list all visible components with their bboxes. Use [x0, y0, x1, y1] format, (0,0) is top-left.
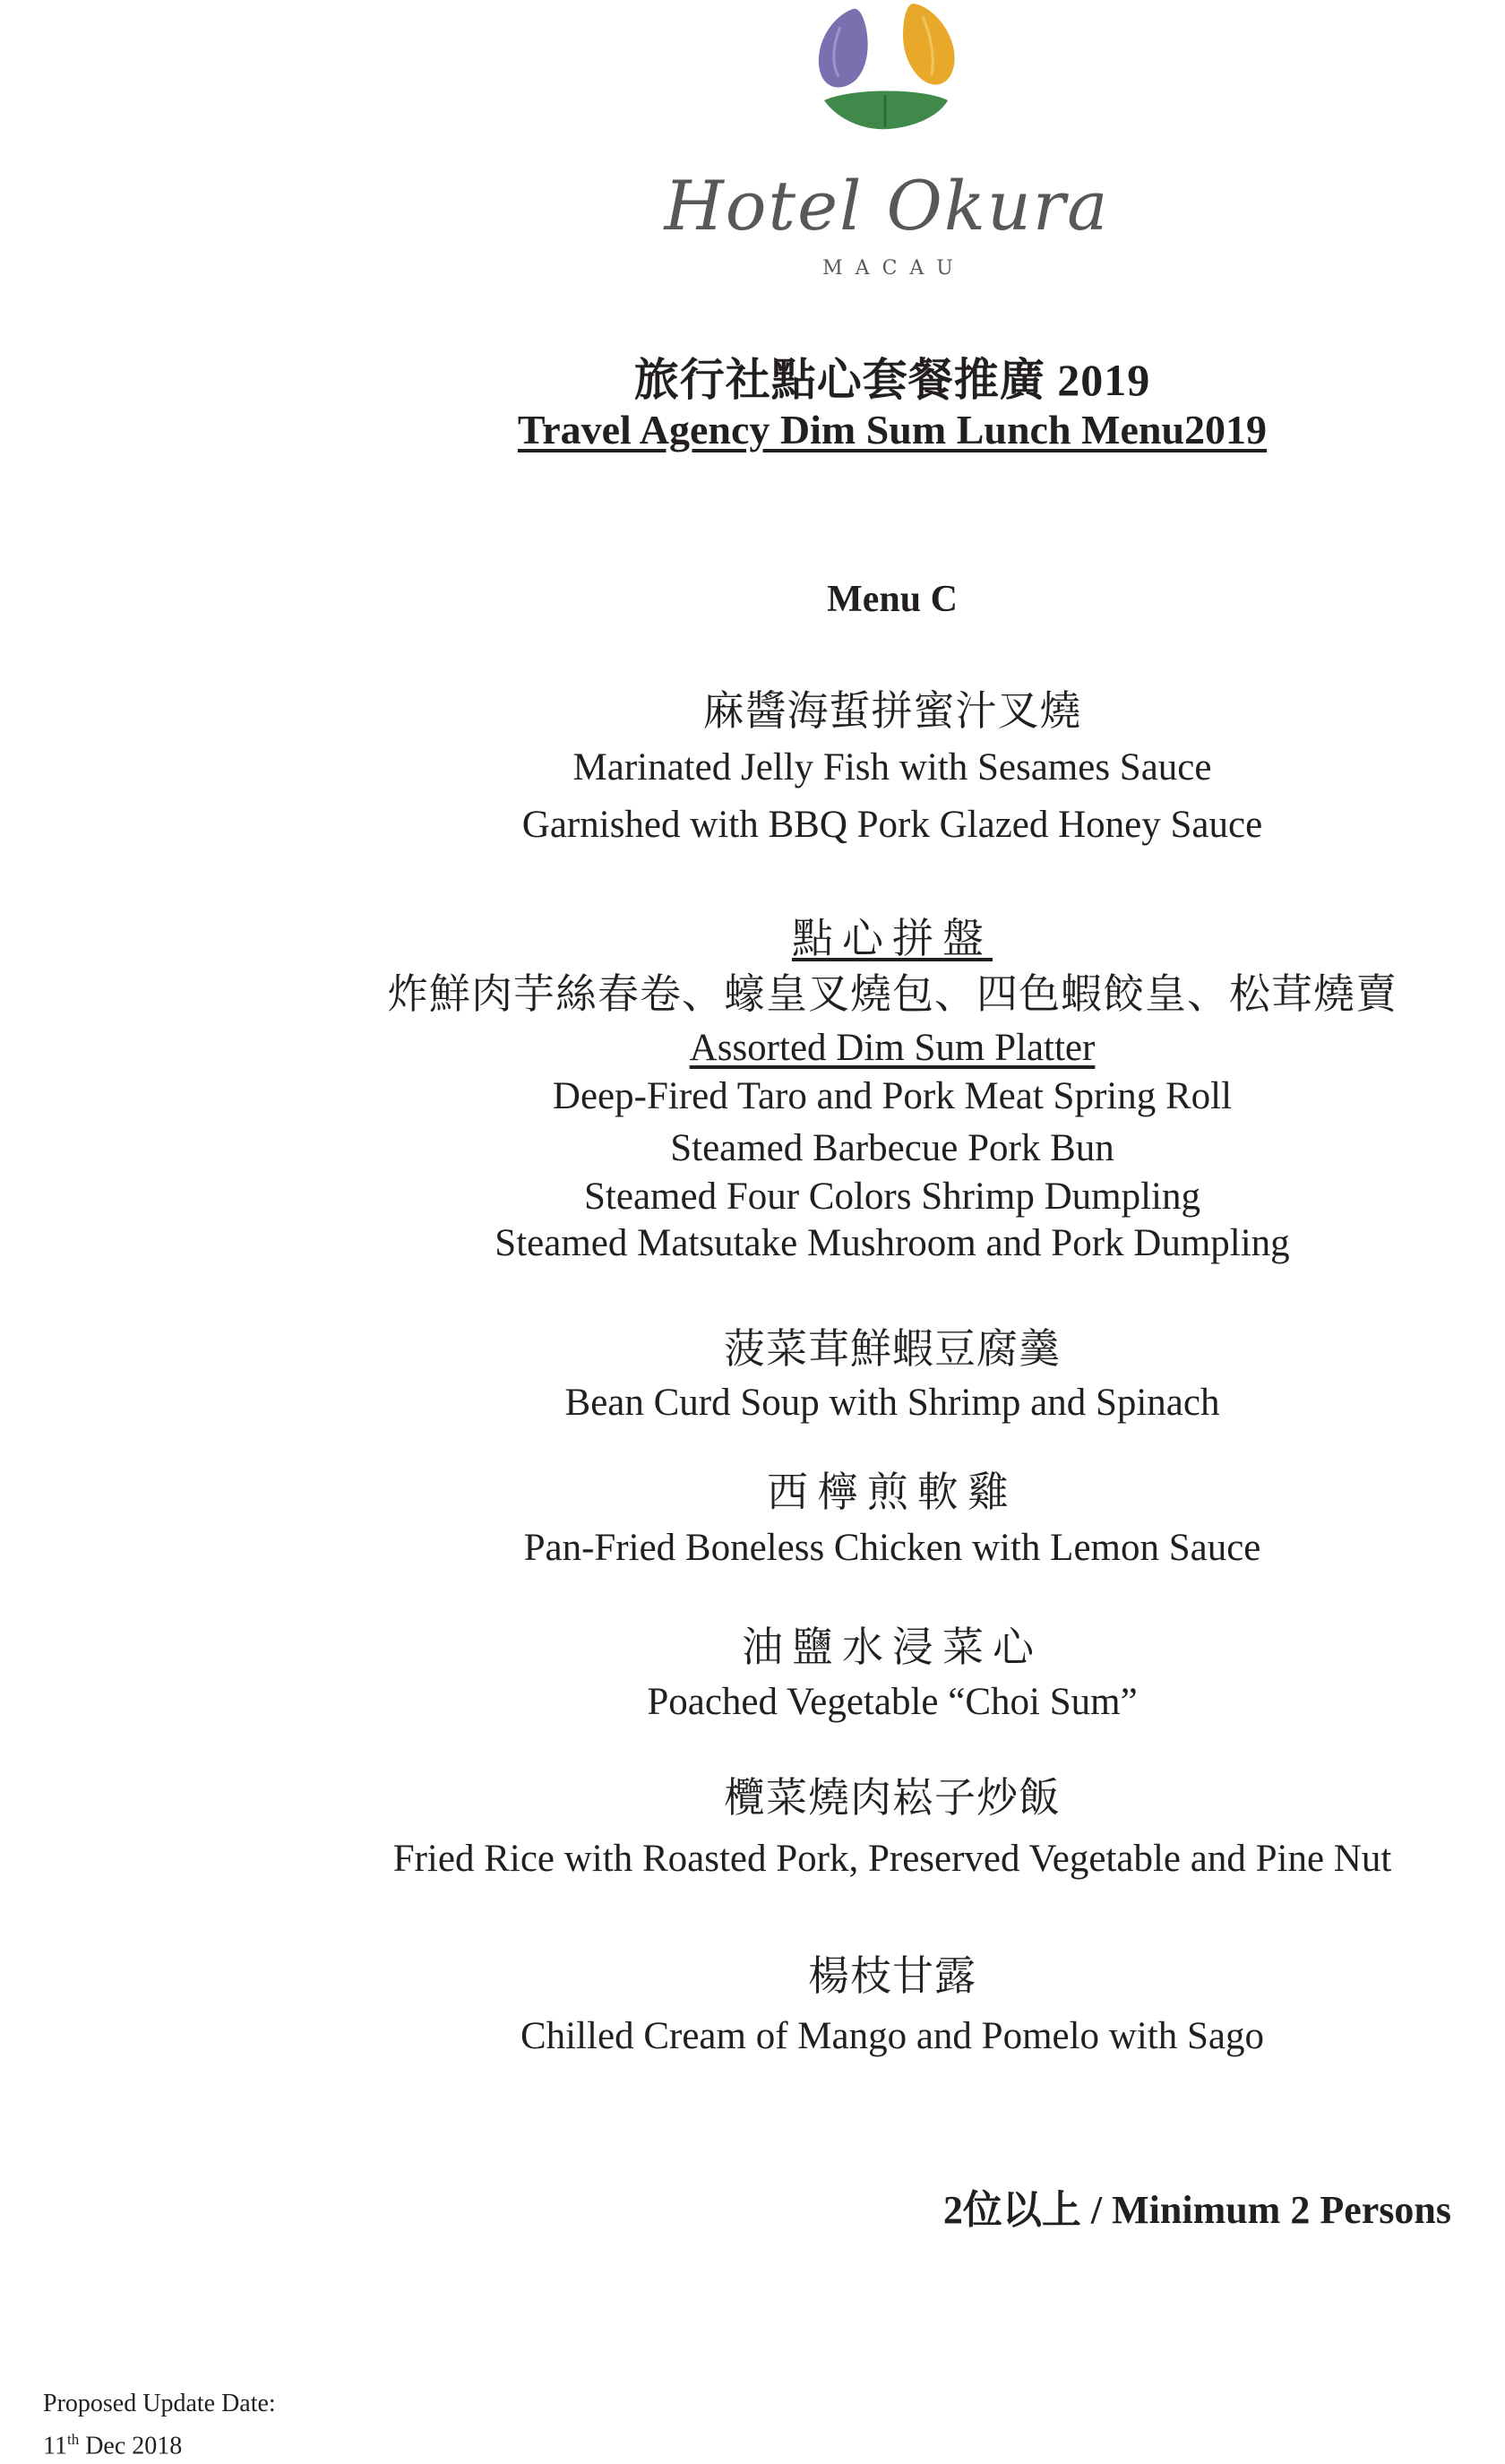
course5-english: Poached Vegetable “Choi Sum” — [647, 1681, 1138, 1723]
course3-english: Bean Curd Soup with Shrimp and Spinach — [564, 1382, 1220, 1424]
course3-chinese: 菠菜茸鮮蝦豆腐羹 — [724, 1326, 1061, 1372]
footer-day-suffix: th — [66, 2431, 80, 2448]
hotel-okura-logo — [654, 0, 1120, 287]
course2-english-heading-text: Assorted Dim Sum Platter — [689, 1027, 1096, 1069]
course2-item-1: Deep-Fired Taro and Pork Meat Spring Roll — [552, 1075, 1233, 1117]
course2-item-3: Steamed Four Colors Shrimp Dumpling — [584, 1176, 1200, 1218]
footer-date — [43, 2422, 276, 2464]
menu-title-chinese: 旅行社點心套餐推廣 2019 — [633, 355, 1151, 405]
course2-item-4: Steamed Matsutake Mushroom and Pork Dumpling — [494, 1222, 1290, 1264]
course7-english: Chilled Cream of Mango and Pomelo with Sago — [520, 2015, 1265, 2057]
course1-chinese: 麻醬海蜇拼蜜汁叉燒 — [702, 688, 1082, 734]
course4-english: Pan-Fried Boneless Chicken with Lemon Sauce — [523, 1527, 1261, 1569]
course1-english-line1: Marinated Jelly Fish with Sesames Sauce — [572, 746, 1212, 788]
footer-month-year: Dec 2018 — [79, 2432, 183, 2460]
course4-chinese: 西檸煎軟雞 — [767, 1469, 1018, 1515]
menu-label: Menu C — [827, 579, 958, 620]
course2-english-heading — [0, 1026, 1505, 1070]
course2-item-2: Steamed Barbecue Pork Bun — [670, 1127, 1114, 1169]
course6-english: Fried Rice with Roasted Pork, Preserved Vegetable and Pine Nut — [392, 1838, 1392, 1880]
logo-wordmark: Hotel Okura — [664, 166, 1110, 246]
course7-chinese: 楊枝甘露 — [808, 1953, 976, 1999]
course6-chinese: 欖菜燒肉崧子炒飯 — [724, 1775, 1061, 1821]
course5-chinese: 油鹽水浸菜心 — [742, 1624, 1043, 1670]
minimum-persons-note: 2位以上 / Minimum 2 Persons — [942, 2188, 1451, 2232]
footer-update-date — [43, 2386, 276, 2464]
menu-title-english: Travel Agency Dim Sum Lunch Menu2019 — [517, 407, 1268, 452]
footer-label: Proposed Update Date: — [43, 2390, 276, 2417]
course2-chinese-heading-text: 點心拼盤 — [792, 916, 993, 961]
course1-english-line2: Garnished with BBQ Pork Glazed Honey Sauce — [521, 804, 1263, 846]
course2-chinese-heading — [0, 916, 1505, 963]
logo-location: MACAU — [822, 257, 966, 280]
course2-chinese-items: 炸鮮肉芋絲春卷、蠔皇叉燒包、四色蝦餃皇、松茸燒賣 — [387, 971, 1398, 1017]
footer-day: 11 — [43, 2432, 67, 2460]
